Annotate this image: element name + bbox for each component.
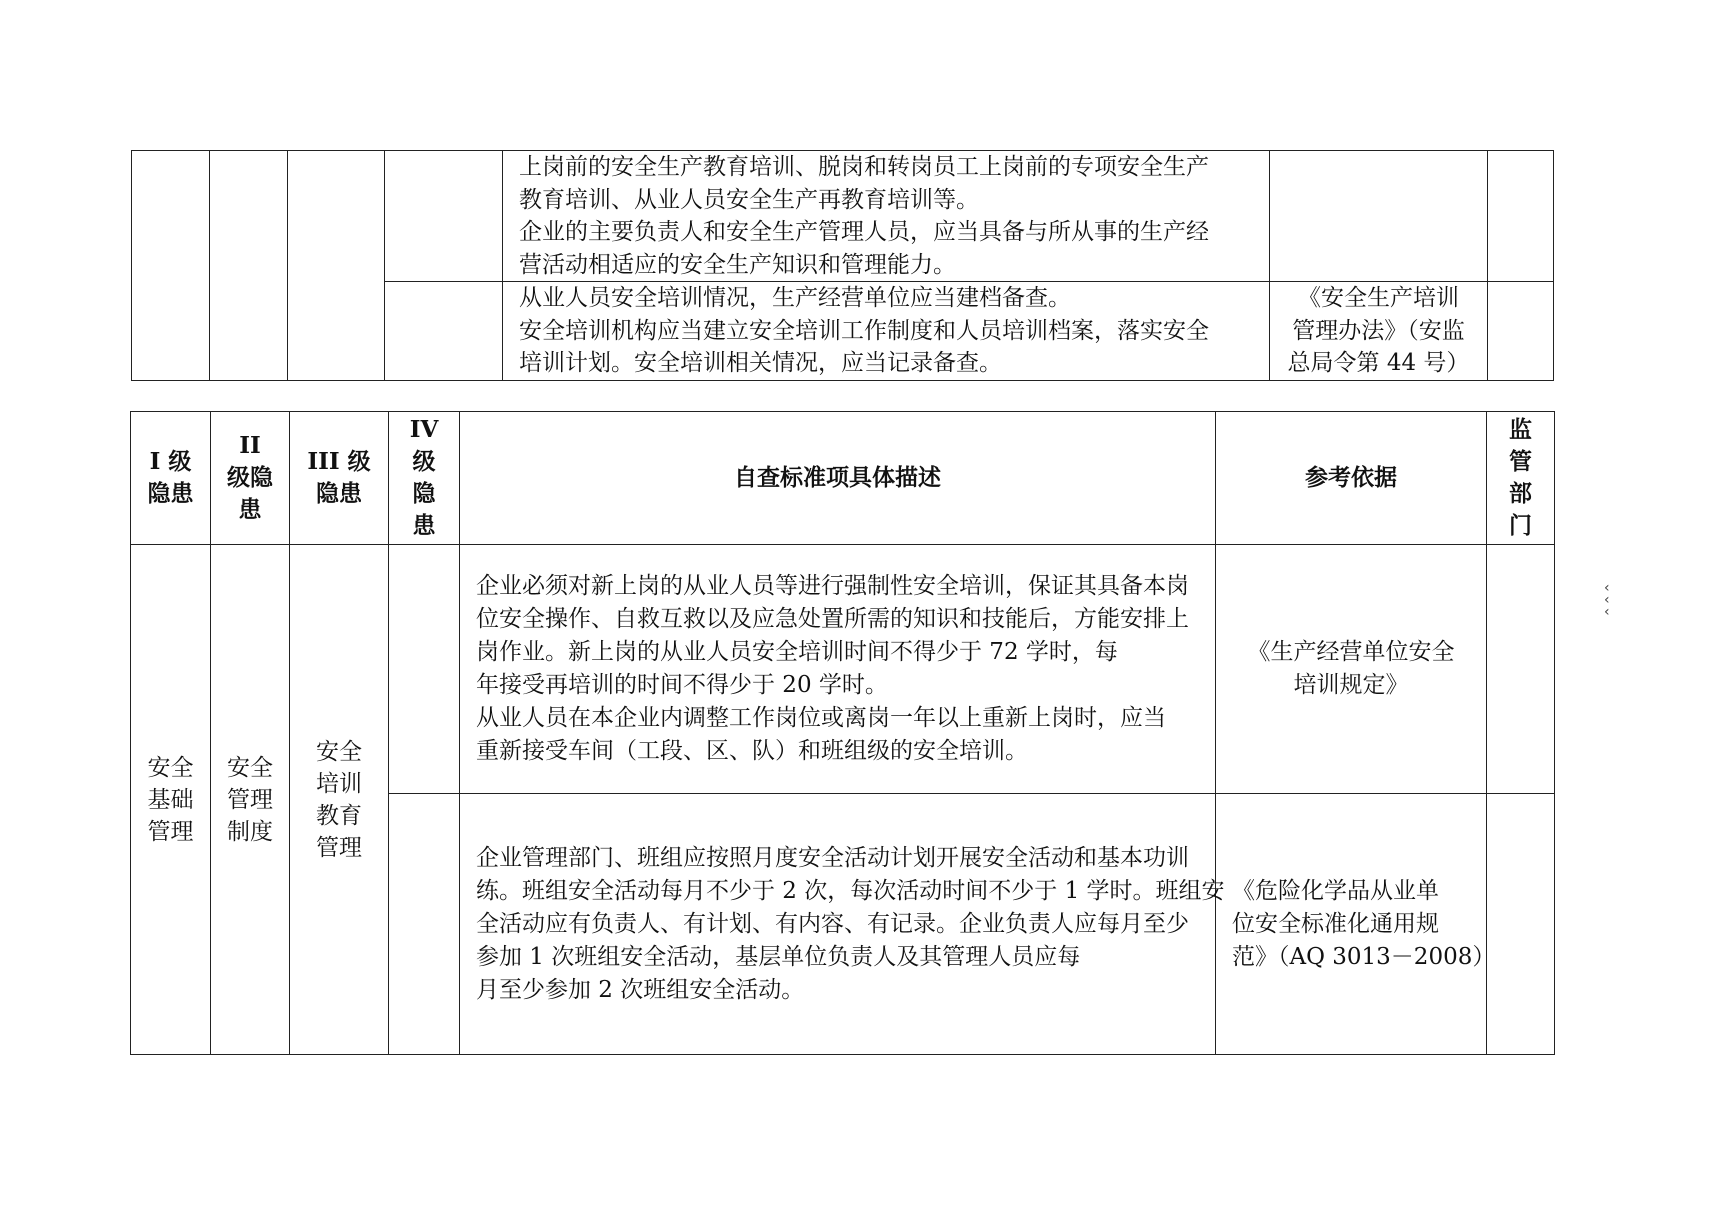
level4-cell (389, 794, 460, 1055)
header-level3: III 级 隐患 (290, 412, 389, 545)
level2-cell (210, 151, 288, 381)
department-cell (1487, 794, 1555, 1055)
text-line: 从业人员在本企业内调整工作岗位或离岗一年以上重新上岗时，应当 (476, 705, 1166, 731)
text-line: 重新接受车间（工段、区、队）和班组级的安全培训。 (476, 738, 1028, 764)
text-line: 岗作业。新上岗的从业人员安全培训时间不得少于 72 学时，每 (476, 639, 1118, 665)
reference-cell (1216, 545, 1487, 794)
description-cell (460, 545, 1216, 794)
continuation-table (131, 150, 1554, 381)
table-row (131, 545, 1555, 794)
level4-cell (389, 545, 460, 794)
text-line: 企业的主要负责人和安全生产管理人员，应当具备与所从事的生产经 (519, 219, 1209, 245)
reference-line: 管理办法》（安监 (1292, 317, 1465, 344)
header-description: 自查标准项具体描述 (460, 412, 1216, 545)
department-cell (1487, 545, 1555, 794)
reference-line: 《危险化学品从业单 (1232, 877, 1439, 904)
text-line: 位安全操作、自救互救以及应急处置所需的知识和技能后，方能安排上 (476, 606, 1189, 632)
text-line: 月至少参加 2 次班组安全活动。 (476, 976, 805, 1003)
department-cell (1488, 151, 1554, 282)
reference-line: 《安全生产培训 (1298, 285, 1459, 311)
header-department: 监 管 部 门 (1487, 412, 1555, 545)
text-line: 上岗前的安全生产教育培训、脱岗和转岗员工上岗前的专项安全生产 (519, 154, 1209, 180)
text-line: 全活动应有负责人、有计划、有内容、有记录。企业负责人应每月至少 (476, 910, 1189, 937)
reference-cell (1270, 151, 1488, 282)
level2-value: 安全 管理 制度 (211, 545, 290, 1055)
reference-cell (1216, 794, 1496, 1055)
reference-line: 《生产经营单位安全 (1247, 639, 1455, 665)
text-line: 从业人员安全培训情况，生产经营单位应当建档备查。 (519, 285, 1071, 311)
text-line: 年接受再培训的时间不得少于 20 学时。 (476, 672, 888, 698)
description-cell (503, 282, 1270, 381)
text-line: 企业必须对新上岗的从业人员等进行强制性安全培训，保证其具备本岗 (476, 573, 1189, 599)
reference-line: 位安全标准化通用规 (1232, 910, 1439, 937)
text-line: 参加 1 次班组安全活动，基层单位负责人及其管理人员应每 (476, 943, 1081, 970)
level4-cell (385, 282, 503, 381)
level3-value: 安全 培训 教育 管理 (290, 545, 389, 1055)
description-cell (460, 794, 1225, 1055)
reference-line: 范》（AQ 3013－2008） (1232, 943, 1496, 970)
table-row (132, 151, 1554, 282)
level3-cell (288, 151, 385, 381)
text-line: 教育培训、从业人员安全生产再教育培训等。 (519, 186, 979, 213)
text-line: 企业管理部门、班组应按照月度安全活动计划开展安全活动和基本功训 (476, 844, 1189, 871)
text-line: 安全培训机构应当建立安全培训工作制度和人员培训档案，落实安全 (519, 317, 1209, 344)
text-line: 练。班组安全活动每月不少于 2 次，每次活动时间不少于 1 学时。班组安 (476, 877, 1225, 904)
margin-mark: ‹ ‹ ‹ (1604, 580, 1610, 620)
department-cell (1488, 282, 1554, 381)
header-level2: II 级隐 患 (211, 412, 290, 545)
reference-line: 培训规定》 (1293, 672, 1409, 698)
hazard-checklist-table (130, 411, 1555, 1055)
reference-line: 总局令第 44 号） (1287, 350, 1470, 376)
text-line: 培训计划。安全培训相关情况，应当记录备查。 (519, 350, 1002, 376)
level1-value: 安全 基础 管理 (131, 545, 211, 1055)
text-line: 营活动相适应的安全生产知识和管理能力。 (519, 251, 956, 278)
header-reference: 参考依据 (1216, 412, 1487, 545)
level4-cell (385, 151, 503, 282)
header-row (131, 412, 1555, 545)
header-level4: IV 级 隐 患 (389, 412, 460, 545)
reference-cell (1270, 282, 1488, 381)
level1-cell (132, 151, 210, 381)
description-cell (503, 151, 1270, 282)
header-level1: I 级 隐患 (131, 412, 211, 545)
